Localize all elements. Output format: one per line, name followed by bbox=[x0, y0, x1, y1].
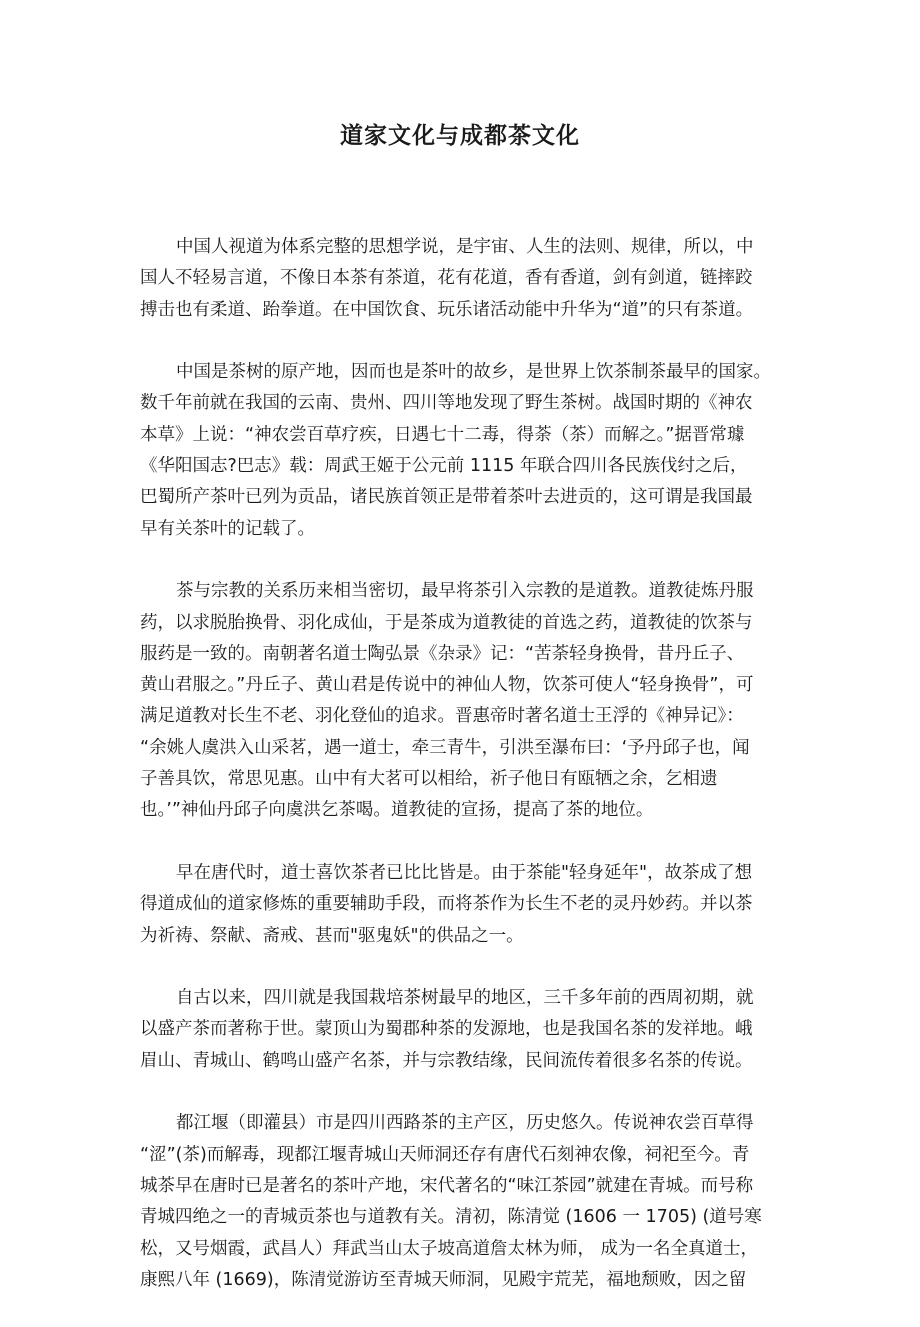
paragraph-line: 巴蜀所产茶叶已列为贡品，诸民族首领正是带着茶叶去进贡的，这可谓是我国最 bbox=[140, 487, 753, 508]
paragraph-line: 中国人视道为体系完整的思想学说，是宇宙、人生的法则、规律，所以，中 bbox=[176, 237, 754, 257]
paragraph-line: 眉山、青城山、鹤鸣山盛产名茶，并与宗教结缘，民间流传着很多名茶的传说。 bbox=[140, 1050, 753, 1071]
paragraph-line: 自古以来，四川就是我国栽培茶树最早的地区，三千多年前的西周初期，就 bbox=[176, 988, 754, 1009]
paragraph-line: 《华阳国志?巴志》载：周武王姬于公元前 1115 年联合四川各民族伐纣之后， bbox=[140, 456, 748, 477]
paragraph-line: 青城四绝之一的青城贡茶也与道教有关。清初，陈清觉 (1606 一 1705) (道号寒 bbox=[140, 1207, 762, 1228]
paragraph-line: 数千年前就在我国的云南、贵州、四川等地发现了野生茶树。战国时期的《神农 bbox=[140, 393, 753, 414]
paragraph-line: 服药是一致的。南朝著名道士陶弘景《杂录》记：“苦荼轻身换骨，昔丹丘子、 bbox=[140, 643, 745, 664]
paragraph-line: 得道成仙的道家修炼的重要辅助手段，而将茶作为长生不老的灵丹妙药。并以茶 bbox=[140, 894, 753, 915]
paragraph-line: 早在唐代时，道士喜饮茶者已比比皆是。由于茶能"轻身延年"，故茶成了想 bbox=[176, 862, 753, 883]
paragraph-line: 以盛产茶而著称于世。蒙顶山为蜀郡种茶的发源地，也是我国名茶的发祥地。峨 bbox=[140, 1019, 753, 1040]
paragraph-line: 黄山君服之。”丹丘子、黄山君是传说中的神仙人物，饮茶可使人“轻身换骨”，可 bbox=[140, 675, 754, 696]
paragraph bbox=[140, 576, 792, 826]
paragraph-line: 为祈祷、祭献、斋戒、甚而"驱鬼妖"的供品之一。 bbox=[140, 925, 524, 946]
paragraph-line: 松，又号烟霞，武昌人）拜武当山太子坡高道詹太林为师， 成为一名全真道士， bbox=[140, 1238, 759, 1259]
document-body bbox=[140, 232, 792, 1327]
paragraph-line: 子善具饮，常思见惠。山中有大茗可以相给，祈子他日有瓯牺之余，乞相遗 bbox=[140, 769, 718, 790]
paragraph-line: 搏击也有柔道、跆拳道。在中国饮食、玩乐诸活动能中升华为“道”的只有茶道。 bbox=[140, 299, 754, 320]
paragraph bbox=[140, 983, 792, 1077]
document-title: 道家文化与成都茶文化 bbox=[340, 123, 580, 149]
paragraph bbox=[140, 232, 792, 326]
paragraph bbox=[140, 858, 792, 952]
paragraph-line: 满足道教对长生不老、羽化登仙的追求。晋惠帝时著名道士王浮的《神异记》： bbox=[140, 706, 744, 727]
paragraph-line: 城茶早在唐时已是著名的茶叶产地，宋代著名的“味江茶园”就建在青城。而号称 bbox=[140, 1175, 754, 1196]
paragraph-line: 都江堰（即灌县）市是四川西路茶的主产区，历史悠久。传说神农尝百草得 bbox=[176, 1113, 754, 1134]
paragraph-line: “余姚人虞洪入山采茗，遇一道士，牵三青牛，引洪至瀑布曰：‘予丹邱子也，闻 bbox=[140, 737, 750, 758]
paragraph-line: 本草》上说：“神农尝百草疗疾，日遇七十二毒，得荼（茶）而解之。”据晋常璩 bbox=[140, 424, 745, 445]
paragraph bbox=[140, 357, 792, 545]
paragraph-line: “涩”(茶)而解毒，现都江堰青城山天师洞还存有唐代石刻神农像，祠祀至今。青 bbox=[140, 1144, 750, 1165]
paragraph-line: 国人不轻易言道，不像日本茶有茶道，花有花道，香有香道，剑有剑道，链摔跤 bbox=[140, 268, 753, 289]
paragraph bbox=[140, 1108, 792, 1296]
paragraph-line: 药，以求脱胎换骨、羽化成仙，于是茶成为道教徒的首选之药，道教徒的饮茶与 bbox=[140, 612, 753, 633]
paragraph-line: 中国是茶树的原产地，因而也是茶叶的故乡，是世界上饮茶制茶最早的国家。 bbox=[176, 362, 771, 383]
paragraph-line: 也。’”神仙丹邱子向虞洪乞茶喝。道教徒的宣扬，提高了茶的地位。 bbox=[140, 800, 654, 821]
paragraph-line: 早有关茶叶的记载了。 bbox=[140, 518, 315, 539]
paragraph-line: 茶与宗教的关系历来相当密切，最早将茶引入宗教的是道教。道教徒炼丹服 bbox=[176, 581, 754, 602]
paragraph-line: 康熙八年 (1669)，陈清觉游访至青城天师洞，见殿宇荒芜，福地颓败，因之留 bbox=[140, 1269, 747, 1290]
